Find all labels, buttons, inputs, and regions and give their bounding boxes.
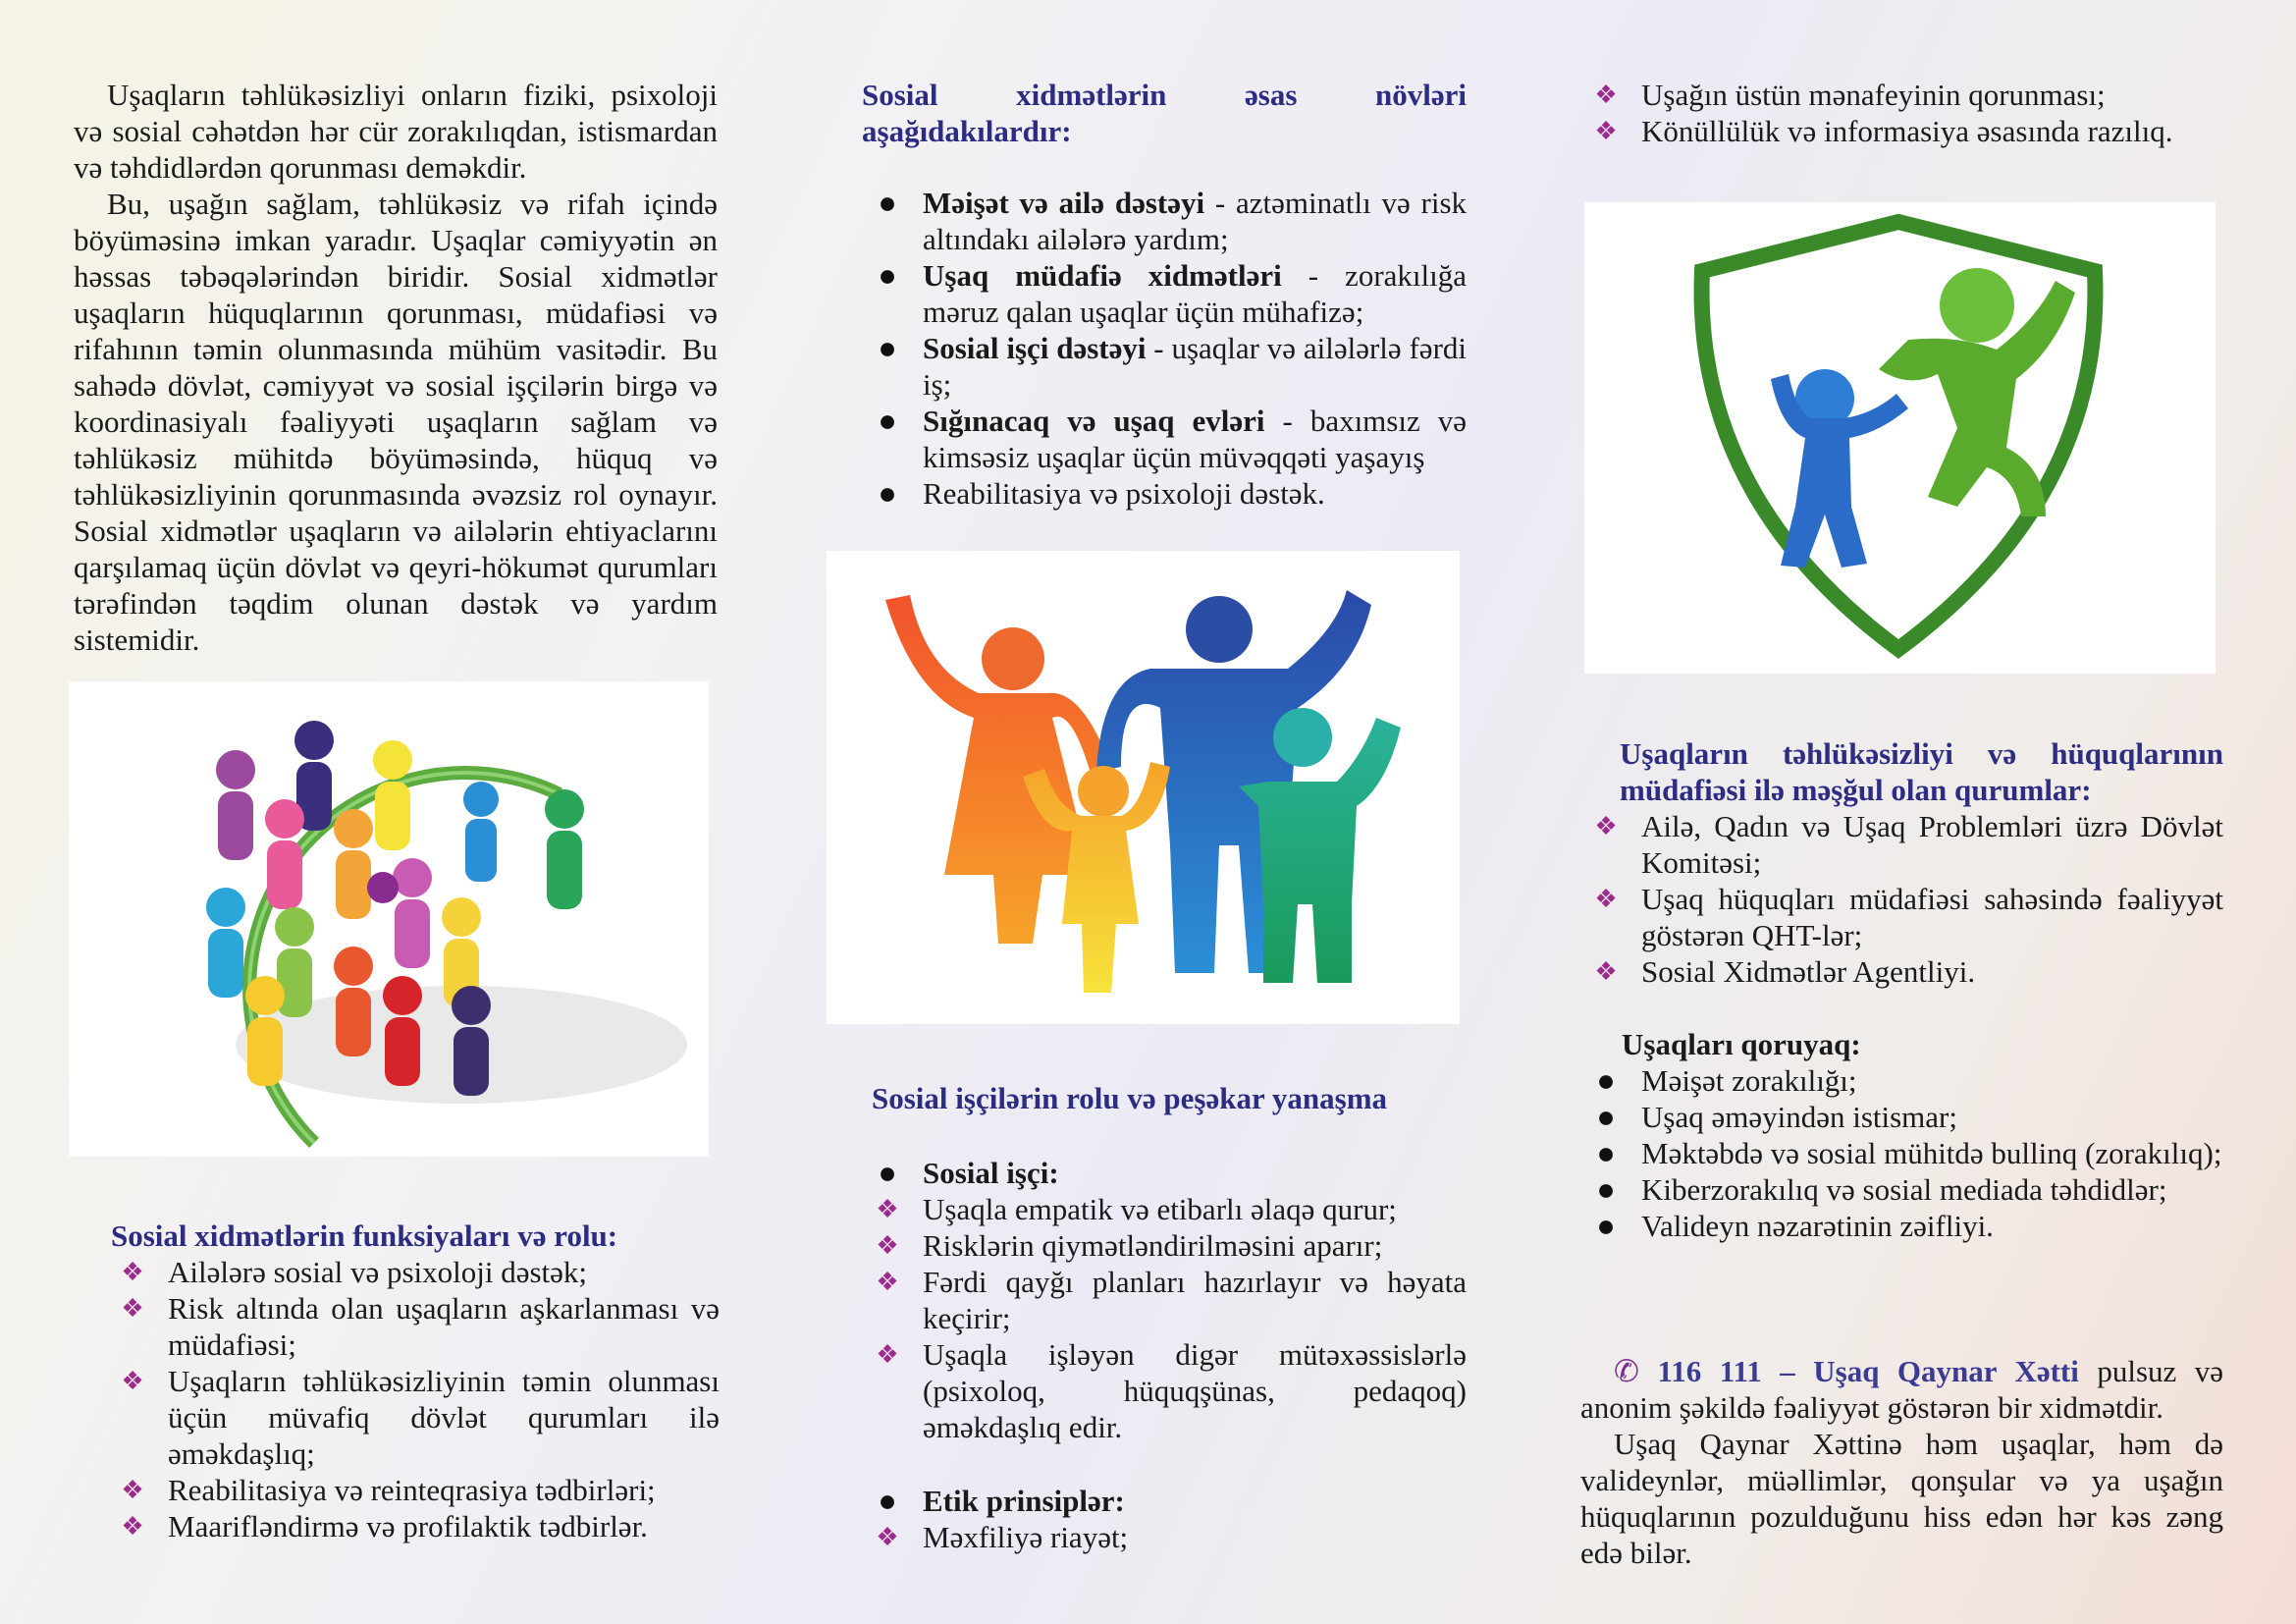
dot-bullet-icon: ● [1596,1062,1616,1098]
dot-bullet-icon: ● [878,330,897,365]
dot-bullet-icon: ● [1596,1099,1616,1134]
hotline-section [1580,1353,2223,1571]
list-item: ❖ Sosial Xidmətlər Agentliyi. [1580,953,2223,990]
list-item: ❖ Könüllülük və informasiya əsasında razılıq. [1580,113,2223,149]
column-2 [862,77,1467,512]
dot-bullet-icon: ● [878,403,897,438]
ethics-label: Etik prinsiplər: [923,1484,1125,1518]
family-illustration [827,551,1460,1024]
diamond-bullet-icon: ❖ [1594,81,1618,109]
list-item [862,1483,1467,1519]
list-item: ● Məişət zorakılığı; [1580,1062,2223,1099]
list-item: ❖ Risklərin qiymətləndirilməsini aparır; [862,1227,1467,1264]
protect-heading: Uşaqları qoruyaq: [1622,1027,1861,1061]
list-item: ❖ Maarifləndirmə və profilaktik tədbirlər. [107,1508,720,1544]
dot-bullet-icon: ● [878,185,897,220]
list-item: ❖ Uşaqların təhlükəsizliyinin təmin olunması üçün müvafiq dövlət qurumları ilə əməkdaşlıq; [107,1363,720,1472]
diamond-bullet-icon: ❖ [1594,117,1618,145]
list-item: ❖ Məxfiliyə riayət; [862,1519,1467,1555]
list-item: ❖ Uşaqla empatik və etibarlı əlaqə qurur; [862,1191,1467,1227]
social-worker-section [862,1155,1467,1555]
dot-bullet-icon: ● [1596,1135,1616,1170]
phone-icon: ✆ [1614,1354,1639,1388]
role-section [872,1080,1467,1116]
list-item [862,1155,1467,1191]
orgs-section [1594,735,2223,990]
diamond-bullet-icon: ❖ [121,1258,144,1286]
list-item: ❖ Fərdi qayğı planları hazırlayır və həyata keçirir; [862,1264,1467,1336]
list-item: ❖ Ailə, Qadın və Uşaq Problemləri üzrə Dövlət Komitəsi; [1580,808,2223,881]
dot-bullet-icon: ● [878,257,897,293]
functions-heading: Sosial xidmətlərin funksiyaları və rolu: [111,1218,618,1253]
dot-bullet-icon: ● [1596,1171,1616,1207]
list-item: ● Kiberzorakılıq və sosial mediada təhdidlər; [1580,1171,2223,1208]
orgs-list [1580,808,2223,990]
diamond-bullet-icon: ❖ [1594,885,1618,913]
list-item: ● Məktəbdə və sosial mühitdə bullinq (zorakılıq); [1580,1135,2223,1171]
list-item: ❖ Uşaqla işləyən digər mütəxəssislərlə (psixoloq, hüquqşünas, pedaqoq) əməkdaşlıq edir. [862,1336,1467,1445]
types-list [862,185,1467,512]
hotline-paragraph-2: Uşaq Qaynar Xəttinə həm uşaqlar, həm də valideynlər, müəllimlər, qonşular və ya uşağın hüquqlarının pozulduğunu hiss edən hər kəs zəng edə bilər. [1580,1427,2223,1570]
list-item: ❖ Uşaq hüquqları müdafiəsi sahəsində fəaliyyət göstərən QHT-lər; [1580,881,2223,953]
protect-section [1596,1026,2223,1244]
diamond-bullet-icon: ❖ [1594,957,1618,986]
diamond-bullet-icon: ❖ [876,1268,899,1296]
list-item: ● Sığınacaq və uşaq evləri - baxımsız və kimsəsiz uşaqlar üçün müvəqqəti yaşayış [862,403,1467,475]
diamond-bullet-icon: ❖ [1594,812,1618,840]
intro-paragraph-2: Bu, uşağın sağlam, təhlükəsiz və rifah içində böyüməsinə imkan yaradır. Uşaqlar cəmiyyətin ən həssas təbəqələrindən biridir. Sosial xidmətlər uşaqların hüquqlarının qorunması, müdafiəsi və rifahının təmin olunmasında mühüm vasitədir. Bu sahədə dövlət, cəmiyyət və sosial işçilərin birgə və koordinasiyalı fəaliyyəti uşaqların sağlam və təhlükəsiz mühitdə böyüməsində, hüquq və təhlükəsizliyinin qorunmasında əvəzsiz rol oynayır. Sosial xidmətlər uşaqların və ailələrin ehtiyaclarını qarşılamaq üçün dövlət və qeyri-hökumət qurumları tərəfindən təqdim olunan dəstək və yardım sistemidir. [74,187,718,657]
role-heading: Sosial işçilərin rolu və peşəkar yanaşma [872,1081,1388,1115]
types-heading: Sosial xidmətlərin əsas növləri aşağıdakılardır: [862,78,1467,148]
hotline-paragraph: ✆ 116 111 – Uşaq Qaynar Xətti pulsuz və anonim şəkildə fəaliyyət göstərən bir xidmətdir. [1580,1354,2223,1425]
list-item: ● Uşaq əməyindən istismar; [1580,1099,2223,1135]
list-item: ● Uşaq müdafiə xidmətləri - zorakılığa məruz qalan uşaqlar üçün mühafizə; [862,257,1467,330]
diamond-bullet-icon: ❖ [121,1367,144,1395]
intro-paragraph-1: Uşaqların təhlükəsizliyi onların fiziki, psixoloji və sosial cəhətdən hər cür zorakılıqdan, istismardan və təhdidlərdən qorunması deməkdir. [74,78,718,185]
functions-list [107,1254,720,1544]
dot-bullet-icon: ● [878,1483,897,1518]
functions-section [111,1218,720,1544]
dot-bullet-icon: ● [1596,1208,1616,1243]
column-3 [1580,77,2223,149]
diamond-bullet-icon: ❖ [876,1231,899,1260]
shield-illustration [1584,202,2216,674]
list-item: ❖ Uşağın üstün mənafeyinin qorunması; [1580,77,2223,113]
diamond-bullet-icon: ❖ [121,1476,144,1504]
ethics-continued-list [1580,77,2223,149]
dot-bullet-icon: ● [878,1155,897,1190]
diamond-bullet-icon: ❖ [876,1195,899,1223]
list-item: ● Sosial işçi dəstəyi - uşaqlar və ailələrlə fərdi iş; [862,330,1467,403]
diamond-bullet-icon: ❖ [121,1294,144,1323]
orgs-heading: Uşaqların təhlükəsizliyi və hüquqlarının müdafiəsi ilə məşğul olan qurumlar: [1620,736,2223,807]
protect-list [1580,1062,2223,1244]
social-worker-label: Sosial işçi: [923,1156,1059,1190]
children-circle-illustration [69,681,709,1157]
list-item: ❖ Risk altında olan uşaqların aşkarlanması və müdafiəsi; [107,1290,720,1363]
list-item: ❖ Ailələrə sosial və psixoloji dəstək; [107,1254,720,1290]
list-item: ● Valideyn nəzarətinin zəifliyi. [1580,1208,2223,1244]
diamond-bullet-icon: ❖ [876,1523,899,1551]
list-item: ● Reabilitasiya və psixoloji dəstək. [862,475,1467,512]
column-1 [74,77,718,658]
diamond-bullet-icon: ❖ [876,1340,899,1369]
hotline-number: 116 111 – Uşaq Qaynar Xətti [1657,1354,2079,1388]
diamond-bullet-icon: ❖ [121,1512,144,1541]
list-item: ❖ Reabilitasiya və reinteqrasiya tədbirləri; [107,1472,720,1508]
list-item: ● Məişət və ailə dəstəyi - aztəminatlı və risk altındakı ailələrə yardım; [862,185,1467,257]
dot-bullet-icon: ● [878,475,897,511]
